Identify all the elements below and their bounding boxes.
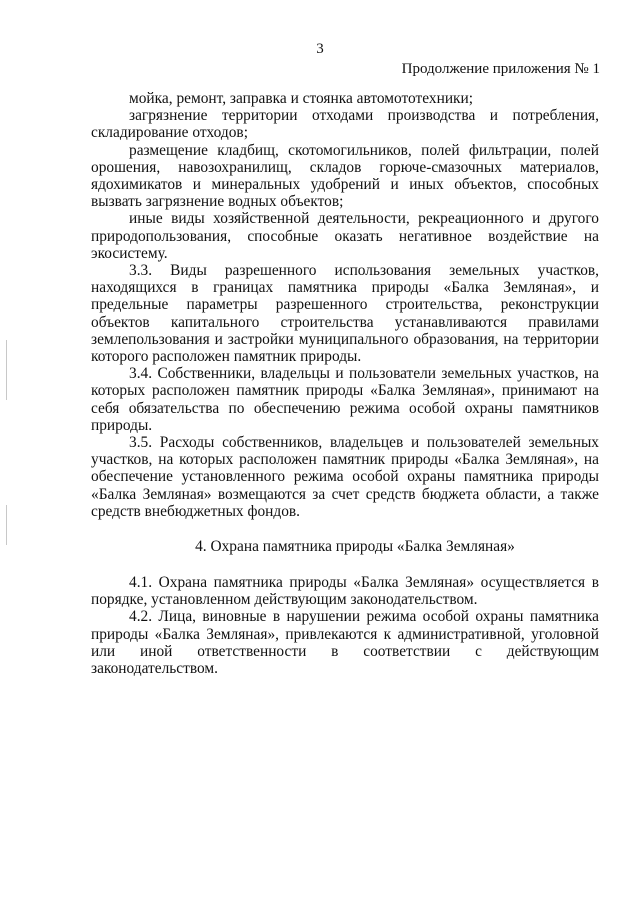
- paragraph: иные виды хозяйственной деятельности, рекреационного и другого природопользования, способные оказать негативное воздействие на экосистему.: [91, 210, 599, 262]
- section-heading: 4. Охрана памятника природы «Балка Земляная»: [195, 538, 515, 556]
- paragraph: загрязнение территории отходами производства и потребления, складирование отходов;: [91, 107, 599, 142]
- paragraph: мойка, ремонт, заправка и стоянка автомототехники;: [129, 90, 474, 107]
- paragraph: 3.3. Виды разрешенного использования земельных участков, находящихся в границах памятника природы «Балка Земляная», и предельные параметры разрешенного строительства, реконструкции объектов капитального строительства устанавливаются правилами землепользования и застройки муниципального образования, на территории которого расположен памятник природы.: [91, 262, 599, 366]
- margin-scan-mark: [6, 340, 7, 400]
- section-spacer: [91, 556, 599, 574]
- page-number: 3: [316, 41, 324, 57]
- paragraph: 4.1. Охрана памятника природы «Балка Земляная» осуществляется в порядке, установленном действующим законодательством.: [91, 574, 599, 609]
- section-spacer: [91, 520, 599, 538]
- margin-scan-mark: [6, 505, 7, 545]
- document-body: [91, 90, 599, 677]
- paragraph: 3.4. Собственники, владельцы и пользователи земельных участков, на которых расположен памятник природы «Балка Земляная», принимают на себя обязательства по обеспечению режима особой охраны памятников природы.: [91, 365, 599, 434]
- paragraph: 3.5. Расходы собственников, владельцев и пользователей земельных участков, на которых расположен памятник природы «Балка Земляная», на обеспечение установленного режима особой охраны памятника природы «Балка Земляная» возмещаются за счет средств бюджета области, а также средств внебюджетных фондов.: [91, 434, 599, 520]
- paragraph: 4.2. Лица, виновные в нарушении режима особой охраны памятника природы «Балка Земляная», привлекаются к административной, уголовной или иной ответственности в соответствии с действующим законодательством.: [91, 608, 599, 678]
- appendix-note: Продолжение приложения № 1: [401, 61, 600, 77]
- paragraph: размещение кладбищ, скотомогильников, полей фильтрации, полей орошения, навозохранилищ, складов горюче-смазочных материалов, ядохимикатов и минеральных удобрений и иных объектов, способных вызвать загрязнение водных объектов;: [91, 141, 599, 211]
